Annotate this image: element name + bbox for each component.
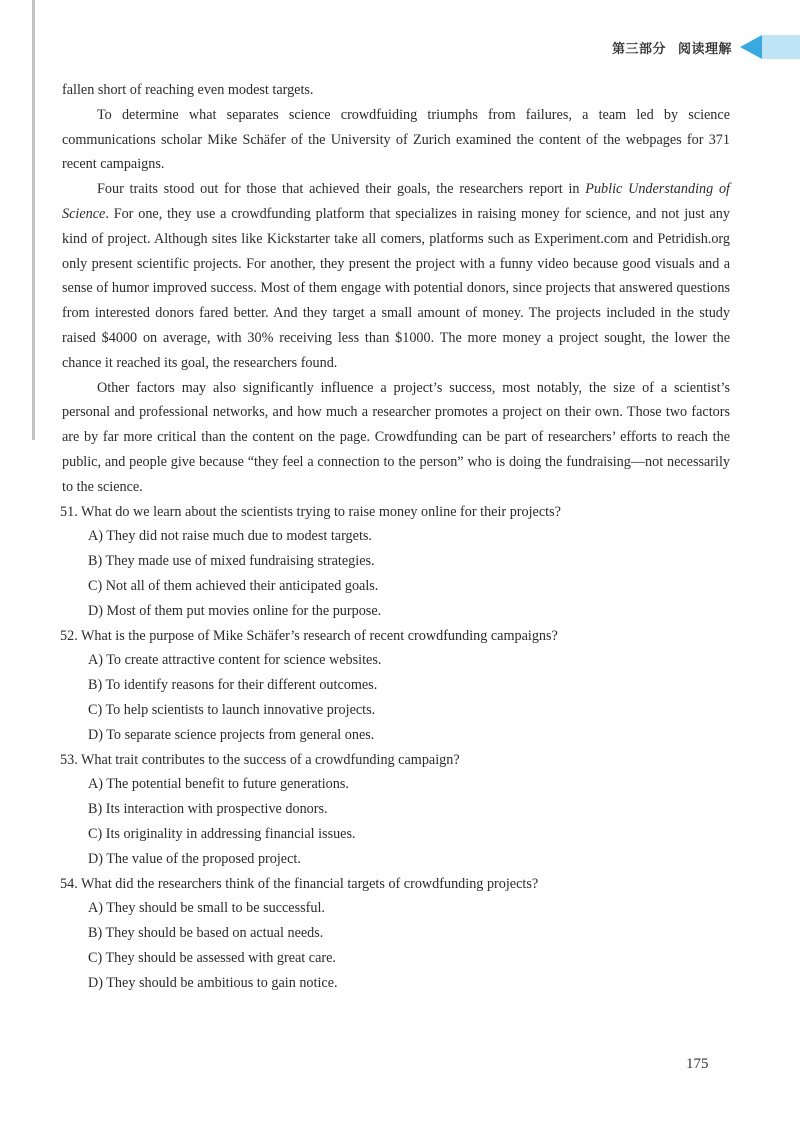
question-stem [62,872,730,897]
option-c: C) To help scientists to launch innovative projects. [88,701,376,718]
question-text: What do we learn about the scientists trying to raise money online for their projects? [81,503,561,520]
question-number: 54. [60,875,78,892]
passage-paragraph-2-start: Four traits stood out for those that achieved their goals, the researchers report in [97,181,586,198]
page-header [612,34,800,60]
option-d: D) Most of them put movies online for the purpose. [88,602,382,619]
option-b: B) To identify reasons for their different outcomes. [88,677,378,694]
passage-paragraph-3: Other factors may also significantly influence a project’s success, most notably, the size of a scientist’s personal and professional networks, and how much a researcher promotes a project on their own. Those two factors are by far more critical than the content on the page. Crowdfunding can be part of researchers’ efforts to reach the public, and people give because “they feel a connection to the person” who is doing the fundraising—not necessarily to the science. [62,379,730,495]
question-text: What is the purpose of Mike Schäfer’s research of recent crowdfunding campaigns? [81,627,558,644]
question-stem [62,624,730,649]
option-c: C) Not all of them achieved their anticipated goals. [88,577,379,594]
header-part-label: 第三部分 [611,41,666,57]
question-stem [62,500,730,525]
question-number: 51. [60,503,78,520]
question-53 [62,748,730,872]
passage-paragraph-1: To determine what separates science crowdfuiding triumphs from failures, a team led by science communications scholar Mike Schäfer of the University of Zurich examined the content of the webpages for 371 recent campaigns. [62,106,730,173]
header-section-label: 阅读理解 [677,41,732,57]
option-d: D) They should be ambitious to gain notice. [88,974,338,991]
header-tab-bar [762,35,800,59]
option-a: A) The potential benefit to future generations. [88,776,349,793]
page-binding-rule [32,0,35,440]
page-number: 175 [686,1056,709,1072]
option-a: A) To create attractive content for science websites. [88,652,382,669]
question-52 [62,624,730,748]
option-b: B) Its interaction with prospective donors. [88,801,328,818]
option-b: B) They made use of mixed fundraising strategies. [88,553,375,570]
question-text: What did the researchers think of the financial targets of crowdfunding projects? [81,875,539,892]
question-54 [62,872,730,996]
passage-paragraph-0: fallen short of reaching even modest targets. [62,82,314,98]
option-d: D) To separate science projects from general ones. [88,726,375,743]
passage-paragraph-2 [62,177,730,375]
passage-paragraph-2-rest: . For one, they use a crowdfunding platform that specializes in raising money for science, and not just any kind of project. Although sites like Kickstarter take all comers, platforms such as Experiment.com and Petridish.org only present scientific projects. For another, they present the project with a funny video because good visuals and a sense of humor improved success. Most of them engage with potential donors, since projects that answered questions from interested donors fared better. And they target a small amount of money. The projects included in the study raised $4000 on average, with 30% receiving less than $1000. The more money a project sought, the lower the chance it reached its goal, the researchers found. [62,205,730,371]
option-c: C) They should be assessed with great care. [88,949,336,966]
reading-content [62,78,730,995]
option-b: B) They should be based on actual needs. [88,925,324,942]
option-a: A) They did not raise much due to modest targets. [88,528,372,545]
question-number: 52. [60,627,78,644]
option-a: A) They should be small to be successful. [88,900,325,917]
question-number: 53. [60,751,78,768]
header-arrow-icon [740,35,762,59]
option-c: C) Its originality in addressing financial issues. [88,825,356,842]
option-d: D) The value of the proposed project. [88,850,301,867]
question-text: What trait contributes to the success of a crowdfunding campaign? [81,751,460,768]
question-51 [62,500,730,624]
question-stem [62,748,730,773]
journal-title: Public Understanding of Science [62,181,730,222]
